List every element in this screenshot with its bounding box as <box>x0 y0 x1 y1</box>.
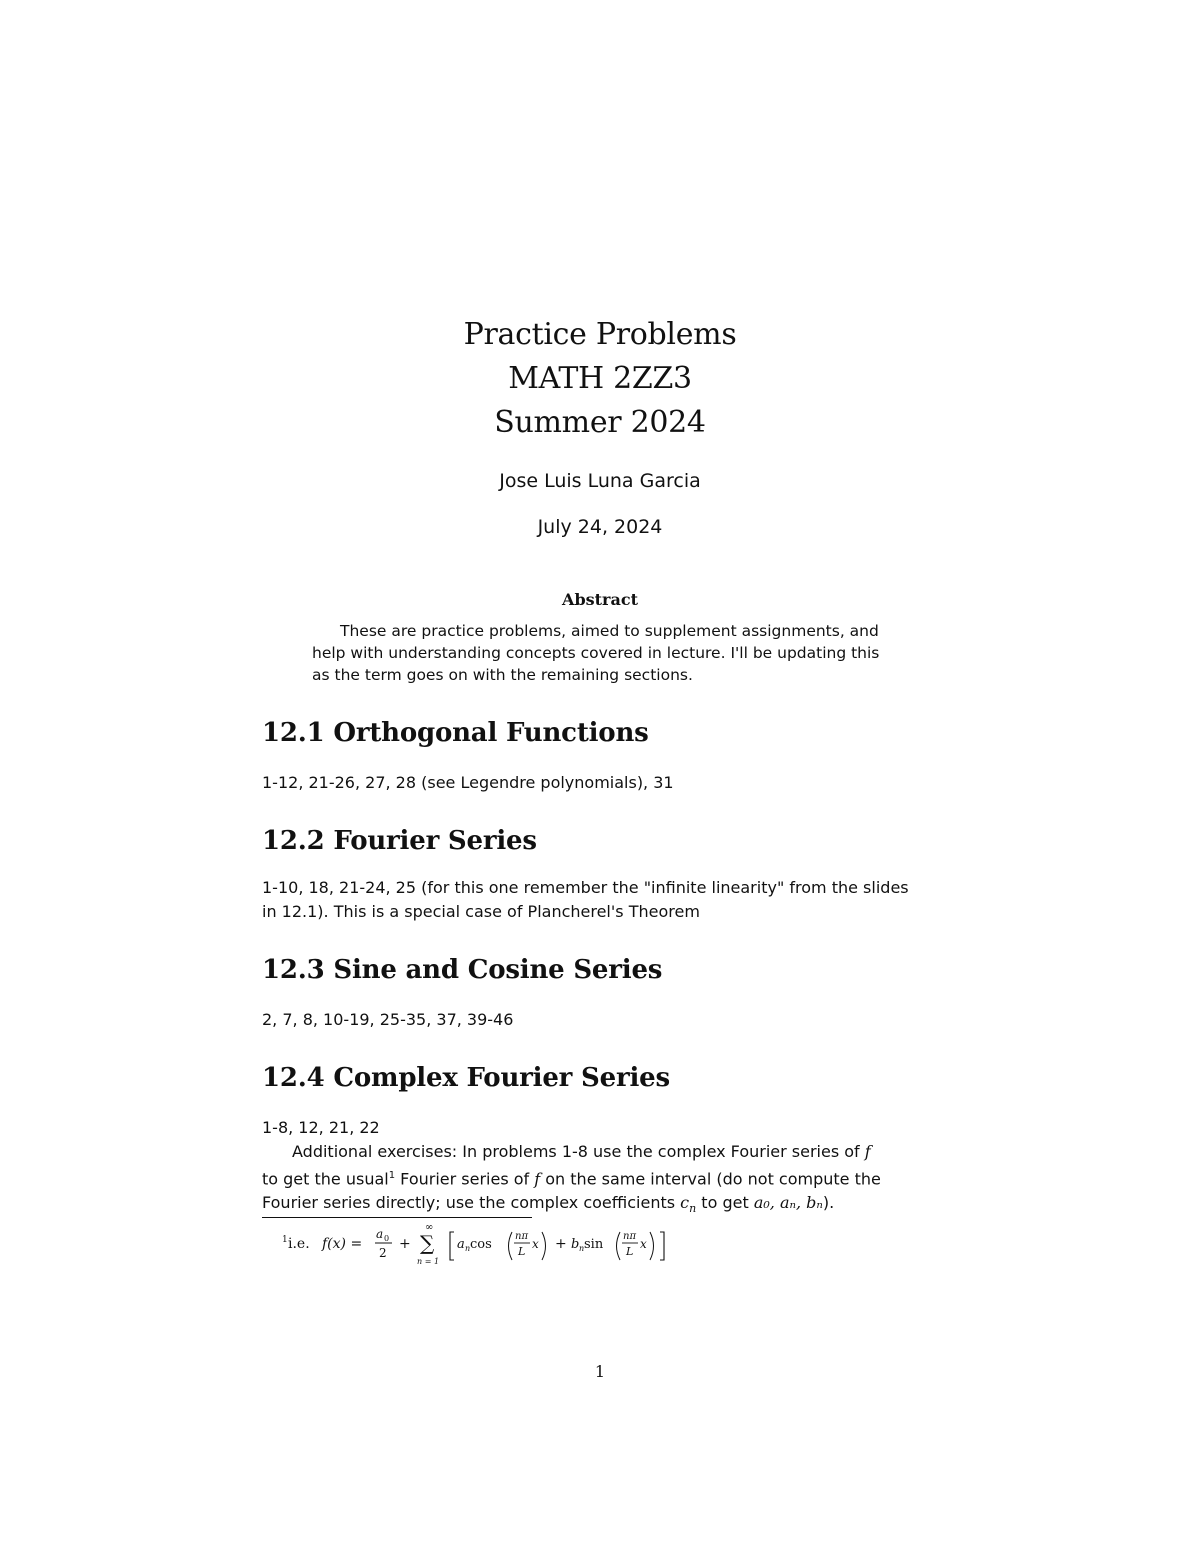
section-text-12-2 <box>262 876 942 924</box>
footnote-formula <box>282 1222 702 1270</box>
section-12-2-line-1: 1-10, 18, 21-24, 25 (for this one remember the "infinite linearity" from the slides <box>262 878 909 897</box>
section-heading-12-3: 12.3 Sine and Cosine Series <box>262 955 663 985</box>
section-12-2-line-2: in 12.1). This is a special case of Plancherel's Theorem <box>262 902 700 921</box>
author: Jose Luis Luna Garcia <box>499 470 701 492</box>
frac-a0: a <box>376 1227 384 1241</box>
date: July 24, 2024 <box>537 516 663 538</box>
abstract-heading: Abstract <box>562 590 638 609</box>
x-2: x <box>640 1237 647 1251</box>
section-heading-12-2: 12.2 Fourier Series <box>262 826 537 856</box>
paren-open-1 <box>509 1232 513 1260</box>
title-line-1: Practice Problems <box>463 317 737 352</box>
section-12-3-line: 2, 7, 8, 10-19, 25-35, 37, 39-46 <box>262 1010 514 1029</box>
footnote-prefix: i.e. <box>288 1236 310 1252</box>
footnote-marker: 1 <box>282 1235 288 1245</box>
abstract-body <box>312 620 890 686</box>
abstract-line-3: as the term goes on with the remaining sections. <box>312 666 693 684</box>
footnote-ref: 1 <box>388 1170 396 1181</box>
sum-lower: n = 1 <box>417 1257 440 1266</box>
section-heading-12-4: 12.4 Complex Fourier Series <box>262 1063 670 1093</box>
section-text-12-3 <box>262 1008 942 1032</box>
paren-open-2 <box>617 1232 621 1260</box>
footnote <box>282 1222 702 1270</box>
add-text-e: Fourier series directly; use the complex coefficients <box>262 1193 681 1213</box>
term-b: b <box>571 1237 580 1252</box>
npi-1: nπ <box>515 1231 529 1242</box>
term-b-sub: n <box>579 1244 585 1253</box>
add-text-a: Additional exercises: In problems 1-8 use the complex Fourier series of <box>292 1142 865 1161</box>
term-a-sub: n <box>465 1244 471 1253</box>
section-12-1-line: 1-12, 21-26, 27, 28 (see Legendre polynomials), 31 <box>262 773 674 792</box>
section-text-12-4 <box>262 1116 942 1222</box>
abstract-line-2: help with understanding concepts covered in lecture. I'll be updating this <box>312 644 880 662</box>
left-bracket <box>450 1232 454 1260</box>
section-text-12-1 <box>262 771 942 795</box>
npi-2: nπ <box>623 1231 637 1242</box>
term-a: a <box>457 1237 465 1252</box>
add-text-d: on the same interval (do not compute the <box>540 1169 881 1189</box>
section-heading-12-1: 12.1 Orthogonal Functions <box>262 718 649 748</box>
add-text-end: ). <box>822 1193 835 1213</box>
additional-exercises-line-2 <box>262 1164 942 1191</box>
sum-upper: ∞ <box>425 1222 434 1233</box>
right-bracket <box>660 1232 664 1260</box>
cos-label: cos <box>470 1237 492 1252</box>
additional-exercises-line-1 <box>262 1140 942 1164</box>
add-cn: c <box>680 1193 690 1213</box>
add-f-1: f <box>864 1142 871 1161</box>
add-f-2: f <box>534 1169 541 1189</box>
footnote-lhs: f(x) = <box>322 1236 363 1252</box>
section-12-4-line-1: 1-8, 12, 21, 22 <box>262 1118 380 1137</box>
frac-a0-sub: 0 <box>384 1234 390 1243</box>
title-line-2: MATH 2ZZ3 <box>508 361 692 396</box>
footnote-rule <box>262 1217 532 1218</box>
paren-close-2 <box>650 1232 654 1260</box>
x-1: x <box>532 1237 539 1251</box>
frac-two: 2 <box>379 1246 387 1260</box>
add-text-b: to get the usual <box>262 1169 389 1189</box>
add-coeffs: a₀, aₙ, bₙ <box>753 1193 823 1213</box>
add-text-f: to get <box>696 1193 754 1213</box>
sin-label: sin <box>584 1237 604 1252</box>
plus-2: + <box>555 1236 567 1252</box>
add-text-c: Fourier series of <box>395 1169 535 1189</box>
title-line-3: Summer 2024 <box>494 405 706 440</box>
paren-close-1 <box>542 1232 546 1260</box>
page-number: 1 <box>594 1362 606 1381</box>
L-1: L <box>518 1245 526 1258</box>
plus-1: + <box>399 1236 411 1252</box>
L-2: L <box>626 1245 634 1258</box>
sum-sign: ∑ <box>420 1231 435 1255</box>
abstract-line-1: These are practice problems, aimed to supplement assignments, and <box>340 622 879 640</box>
add-cn-sub: n <box>689 1202 697 1216</box>
